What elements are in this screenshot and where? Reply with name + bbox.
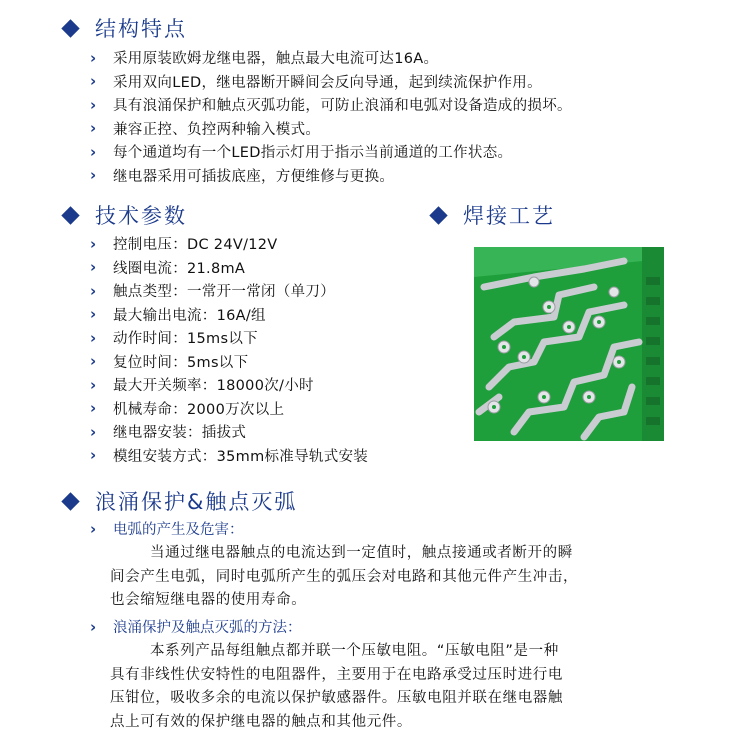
features-title: 结构特点: [95, 17, 187, 41]
chevron-right-icon: ›: [90, 166, 97, 185]
paragraph-line: 压钳位，吸收多余的电流以保护敏感器件。压敏电阻并联在继电器触: [110, 690, 563, 706]
list-item: › 动作时间：15ms以下: [90, 328, 258, 348]
arc-harm-paragraph: [110, 542, 710, 613]
specs-heading: [64, 200, 187, 230]
welding-title: 焊接工艺: [463, 204, 555, 228]
list-item: › 继电器安装：插拔式: [90, 422, 247, 442]
paragraph-line: 具有非线性伏安特性的电阻器件，主要用于在电路承受过压时进行电: [110, 666, 563, 683]
list-item: › 采用原装欧姆龙继电器，触点最大电流可达16A。: [90, 48, 439, 68]
chevron-right-icon: ›: [90, 95, 97, 114]
list-item: › 最大输出电流：16A/组: [90, 305, 266, 324]
chevron-right-icon: ›: [90, 422, 97, 441]
specs-title: 技术参数: [95, 204, 187, 228]
list-item: › 继电器采用可插拔底座，方便维修与更换。: [90, 166, 395, 185]
protection-method-paragraph: [110, 640, 710, 734]
chevron-right-icon: ›: [90, 399, 97, 418]
list-item: › 模组安装方式：35mm标准导轨式安装: [90, 446, 369, 465]
chevron-right-icon: ›: [90, 281, 97, 300]
list-item: › 机械寿命：2000万次以上: [90, 399, 285, 418]
paragraph-line: 点上可有效的保护继电器的触点和其他元件。: [110, 713, 412, 730]
surge-title: 浪涌保护&触点灭弧: [95, 490, 298, 514]
chevron-right-icon: ›: [90, 48, 97, 67]
protection-method-title: 浪涌保护及触点灭弧的方法：: [113, 620, 302, 636]
chevron-right-icon: ›: [90, 305, 97, 324]
list-item: › 兼容正控、负控两种输入模式。: [90, 119, 321, 138]
arc-harm-title: 电弧的产生及危害：: [113, 522, 244, 538]
pcb-illustration: [474, 247, 664, 441]
chevron-right-icon: ›: [90, 119, 97, 138]
surge-heading: [64, 486, 297, 516]
diamond-bullet-icon: [429, 206, 447, 224]
list-item: › 控制电压：DC 24V/12V: [90, 234, 278, 254]
list-item: › 每个通道均有一个LED指示灯用于指示当前通道的工作状态。: [90, 142, 513, 162]
list-item: › 具有浪涌保护和触点灭弧功能，可防止浪涌和电弧对设备造成的损坏。: [90, 95, 572, 115]
chevron-right-icon: ›: [90, 142, 97, 161]
list-item: › 线圈电流：21.8mA: [90, 258, 246, 277]
chevron-right-icon: ›: [90, 519, 97, 538]
specs-list: [90, 232, 368, 467]
paragraph-line: 本系列产品每组触点都并联一个压敏电阻。“压敏电阻”是一种: [150, 643, 559, 659]
diamond-bullet-icon: [61, 492, 79, 510]
paragraph-line: 当通过继电器触点的电流达到一定值时，触点接通或者断开的瞬: [150, 545, 573, 561]
chevron-right-icon: ›: [90, 446, 97, 465]
paragraph-line: 间会产生电弧，同时电弧所产生的弧压会对电路和其他元件产生冲击，: [110, 568, 579, 585]
arc-harm-subheading: [90, 518, 244, 539]
chevron-right-icon: ›: [90, 617, 97, 636]
welding-heading: [432, 200, 555, 230]
list-item: › 采用双向LED，继电器断开瞬间会反向导通，起到续流保护作用。: [90, 72, 542, 91]
chevron-right-icon: ›: [90, 72, 97, 91]
paragraph-line: 也会缩短继电器的使用寿命。: [110, 592, 307, 608]
features-heading: [64, 13, 187, 43]
chevron-right-icon: ›: [90, 328, 97, 347]
diamond-bullet-icon: [61, 19, 79, 37]
chevron-right-icon: ›: [90, 258, 97, 277]
chevron-right-icon: ›: [90, 375, 97, 394]
chevron-right-icon: ›: [90, 352, 97, 371]
pcb-solder-photo: [474, 247, 664, 441]
diamond-bullet-icon: [61, 206, 79, 224]
list-item: › 最大开关频率：18000次/小时: [90, 375, 314, 395]
list-item: › 复位时间：5ms以下: [90, 352, 249, 371]
list-item: › 触点类型：一常开一常闭（单刀）: [90, 281, 335, 301]
protection-method-subheading: [90, 616, 302, 637]
features-list: [90, 46, 572, 187]
chevron-right-icon: ›: [90, 234, 97, 253]
